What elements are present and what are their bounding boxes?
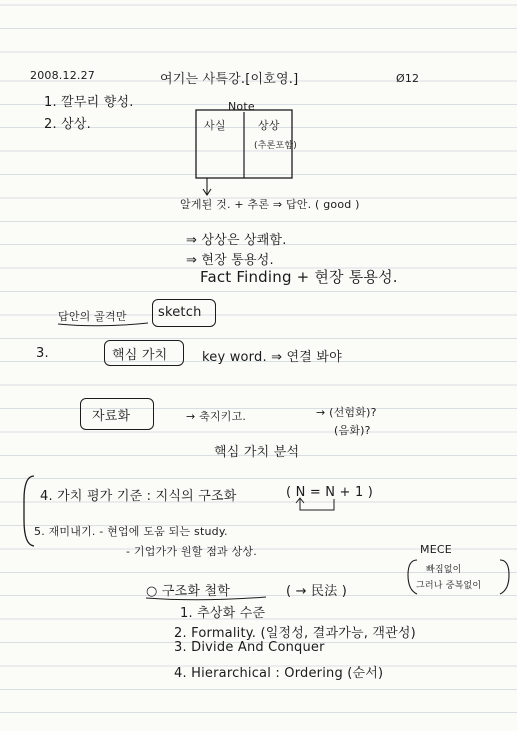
item-3-number: 3. bbox=[36, 346, 49, 361]
structuring-philosophy-arrow: ( → 民法 ) bbox=[286, 584, 348, 599]
item-5-a: 5. 재미내기. - 현업에 도움 되는 study. bbox=[34, 525, 228, 538]
answer-formula: 알게된 것. + 추론 ⇒ 답안. ( good ) bbox=[180, 198, 360, 211]
mece-line-1: 빠짐없이 bbox=[426, 565, 462, 575]
note-table-label: Note bbox=[228, 100, 255, 113]
lecture-title: 여기는 사특강.[이호영.] bbox=[160, 72, 299, 87]
topic-2: 2. 상상. bbox=[44, 117, 91, 132]
core-value-text: 핵심 가치 bbox=[112, 348, 168, 363]
page-number: Ø12 bbox=[396, 72, 420, 85]
line-field-use: ⇒ 현장 통용성. bbox=[186, 253, 274, 268]
item-4: 4. 가치 평가 기준 : 지식의 구조화 bbox=[40, 489, 237, 504]
philosophy-item-2: 2. Formality. (일정성, 결과가능, 객관성) bbox=[174, 626, 416, 641]
datafication-right-1: → (선험화)? bbox=[316, 406, 377, 419]
philosophy-item-4: 4. Hierarchical : Ordering (순서) bbox=[174, 666, 384, 681]
item-4-formula: ( N = N + 1 ) bbox=[286, 485, 374, 500]
note-col-fact: 사실 bbox=[204, 119, 226, 132]
datafication-text: 자료화 bbox=[92, 409, 131, 424]
mece-title: MECE bbox=[420, 543, 452, 556]
item-3-keyword: key word. ⇒ 연결 봐야 bbox=[202, 350, 342, 365]
date: 2008.12.27 bbox=[30, 69, 95, 82]
sketch-text: sketch bbox=[158, 305, 202, 320]
mece-line-2: 그러나 중복없이 bbox=[416, 581, 482, 591]
answer-skeleton-label: 답안의 골격만 bbox=[58, 310, 127, 323]
line-fact-finding: Fact Finding + 현장 통용성. bbox=[200, 268, 398, 286]
topic-1: 1. 깔무리 향성. bbox=[44, 95, 134, 110]
note-col-imagine-sub: (추론포함) bbox=[254, 141, 297, 151]
philosophy-item-1: 1. 추상화 수준 bbox=[180, 606, 266, 621]
philosophy-item-3: 3. Divide And Conquer bbox=[174, 640, 325, 655]
note-col-imagine: 상상 bbox=[258, 119, 280, 132]
datafication-mid: → 축지키고. bbox=[186, 410, 247, 423]
line-imagination: ⇒ 상상은 상쾌함. bbox=[186, 233, 287, 248]
item-5-b: - 기업가가 원할 점과 상상. bbox=[126, 545, 257, 558]
core-value-analysis: 핵심 가치 분석 bbox=[214, 445, 300, 460]
datafication-right-2: (음화)? bbox=[334, 424, 371, 437]
structuring-philosophy-title: ○ 구조화 철학 bbox=[146, 584, 230, 599]
